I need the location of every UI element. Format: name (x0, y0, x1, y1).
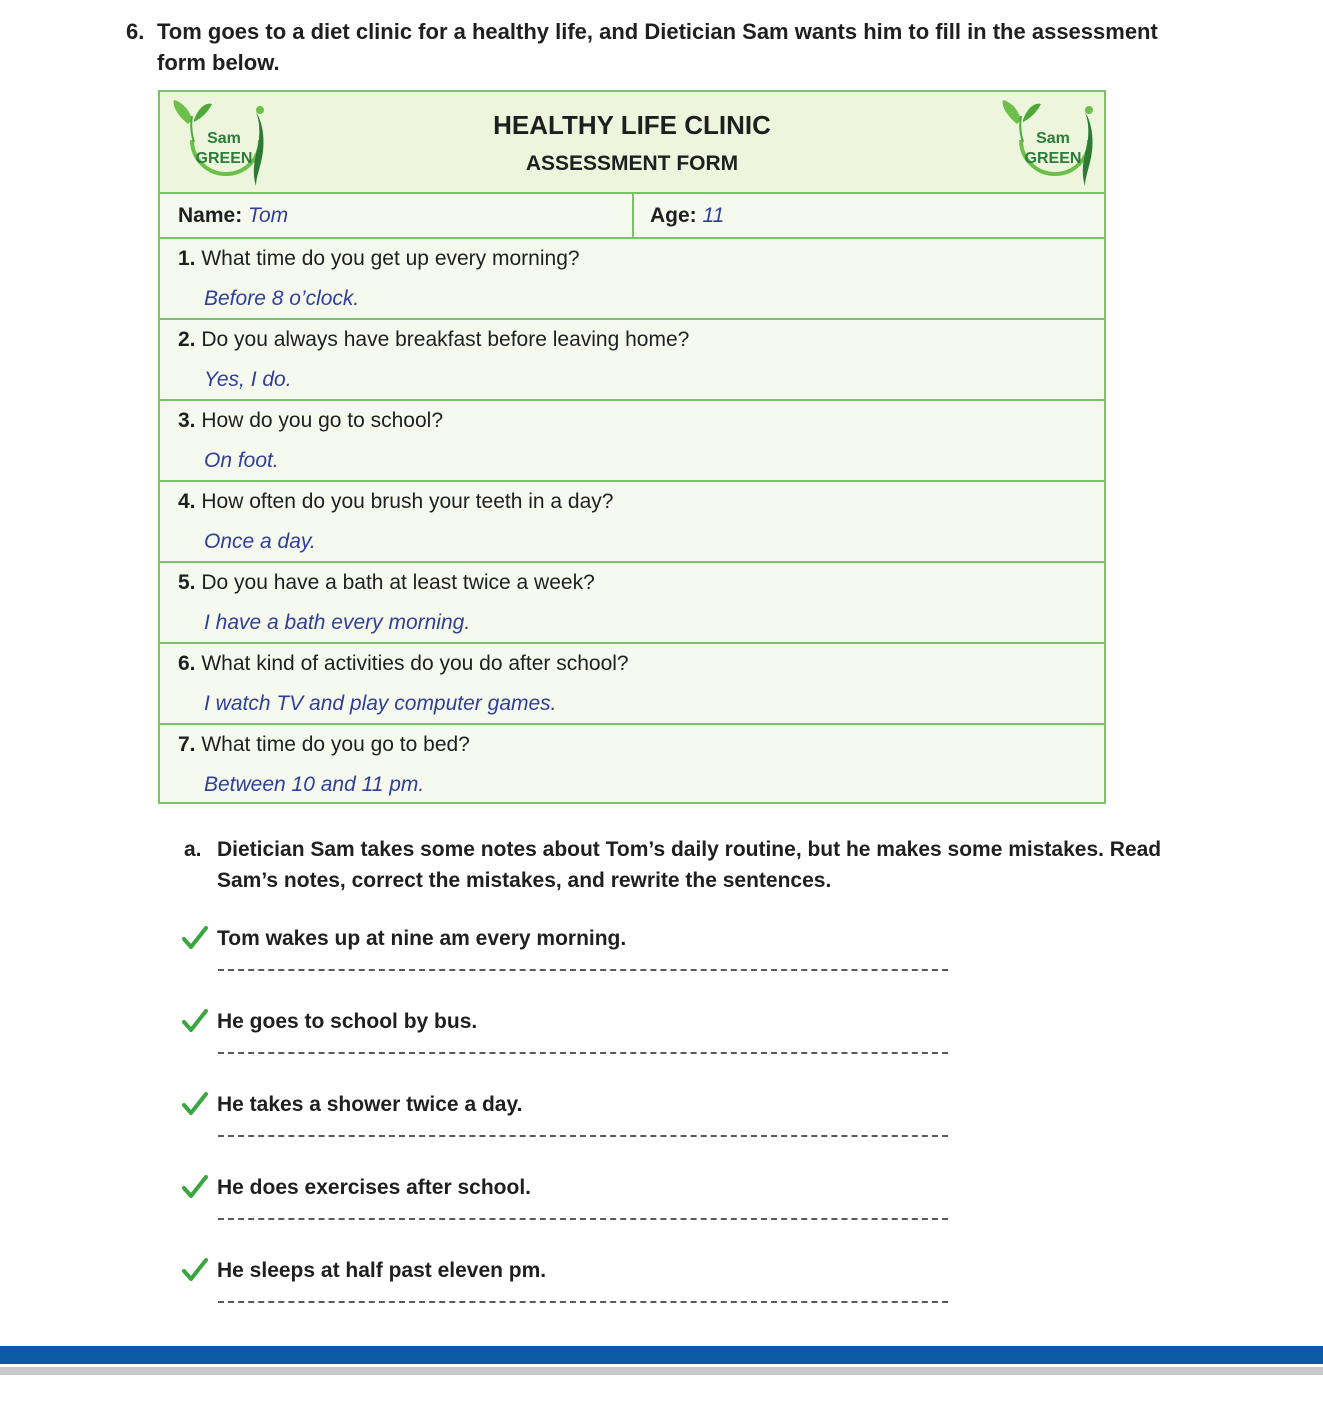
item-number: 7. (178, 733, 196, 756)
leaf-logo-icon (993, 96, 1103, 188)
item-question: Do you have a bath at least twice a week? (201, 571, 595, 594)
question-text: Tom goes to a diet clinic for a healthy life, and Dietician Sam wants him to fill in the assessment form below. (157, 19, 1158, 75)
answer-line[interactable] (218, 1052, 948, 1054)
logo-text-sam: Sam (207, 130, 241, 147)
form-item-1 (160, 239, 1104, 320)
item-answer: Yes, I do. (204, 368, 292, 391)
form-header (160, 92, 1104, 194)
footer-bar-gray (0, 1367, 1323, 1375)
checkmark-icon (182, 925, 208, 951)
note-item-2 (182, 1008, 982, 1068)
checkmark-icon (182, 1174, 208, 1200)
item-answer: Once a day. (204, 530, 316, 553)
item-answer: On foot. (204, 449, 279, 472)
item-question: Do you always have breakfast before leaving home? (201, 328, 690, 351)
logo-text-green: GREEN (195, 150, 253, 167)
item-answer: I watch TV and play computer games. (204, 692, 557, 715)
item-number: 5. (178, 571, 196, 594)
note-text: He takes a shower twice a day. (217, 1093, 523, 1116)
note-item-3 (182, 1091, 982, 1151)
item-number: 2. (178, 328, 196, 351)
checkmark-icon (182, 1257, 208, 1283)
note-item-4 (182, 1174, 982, 1234)
item-number: 3. (178, 409, 196, 432)
item-question: How often do you brush your teeth in a day? (201, 490, 614, 513)
name-value: Tom (248, 204, 289, 227)
note-item-1 (182, 925, 982, 985)
form-item-2 (160, 320, 1104, 401)
name-cell (178, 194, 288, 237)
age-label: Age: (650, 204, 697, 227)
question-number: 6. (126, 19, 145, 44)
item-answer: Before 8 o’clock. (204, 287, 360, 310)
answer-line[interactable] (218, 1301, 948, 1303)
clinic-name: HEALTHY LIFE CLINIC (493, 110, 771, 140)
task-letter: a. (184, 838, 202, 861)
age-value: 11 (702, 204, 725, 227)
assessment-form (158, 90, 1106, 804)
note-text: He does exercises after school. (217, 1176, 531, 1199)
item-question: What kind of activities do you do after school? (201, 652, 629, 675)
note-text: He goes to school by bus. (217, 1010, 478, 1033)
note-text: He sleeps at half past eleven pm. (217, 1259, 547, 1282)
item-answer: Between 10 and 11 pm. (204, 773, 425, 796)
item-question: How do you go to school? (201, 409, 444, 432)
item-answer: I have a bath every morning. (204, 611, 471, 634)
answer-line[interactable] (218, 1135, 948, 1137)
footer-bar-blue (0, 1346, 1323, 1364)
name-label: Name: (178, 204, 243, 227)
info-divider (632, 194, 634, 237)
note-text: Tom wakes up at nine am every morning. (217, 927, 627, 950)
task-text: Dietician Sam takes some notes about Tom’s daily routine, but he makes some mistakes. Read Sam’s notes, correct the mistakes, and rewrite the sentences. (217, 838, 1162, 892)
answer-line[interactable] (218, 969, 948, 971)
item-number: 1. (178, 247, 196, 270)
answer-line[interactable] (218, 1218, 948, 1220)
logo-text-sam: Sam (1036, 130, 1070, 147)
form-title: ASSESSMENT FORM (525, 152, 739, 175)
checkmark-icon (182, 1091, 208, 1117)
note-item-5 (182, 1257, 982, 1317)
form-item-4 (160, 482, 1104, 563)
form-item-7 (160, 725, 1104, 804)
item-question: What time do you go to bed? (201, 733, 470, 756)
form-item-6 (160, 644, 1104, 725)
age-cell (650, 194, 724, 237)
logo-text-green: GREEN (1024, 150, 1082, 167)
form-item-5 (160, 563, 1104, 644)
item-question: What time do you get up every morning? (201, 247, 580, 270)
checkmark-icon (182, 1008, 208, 1034)
question-prompt (126, 16, 1206, 78)
item-number: 6. (178, 652, 196, 675)
item-number: 4. (178, 490, 196, 513)
patient-info-row (160, 194, 1104, 239)
form-item-3 (160, 401, 1104, 482)
task-instructions (184, 834, 1174, 896)
